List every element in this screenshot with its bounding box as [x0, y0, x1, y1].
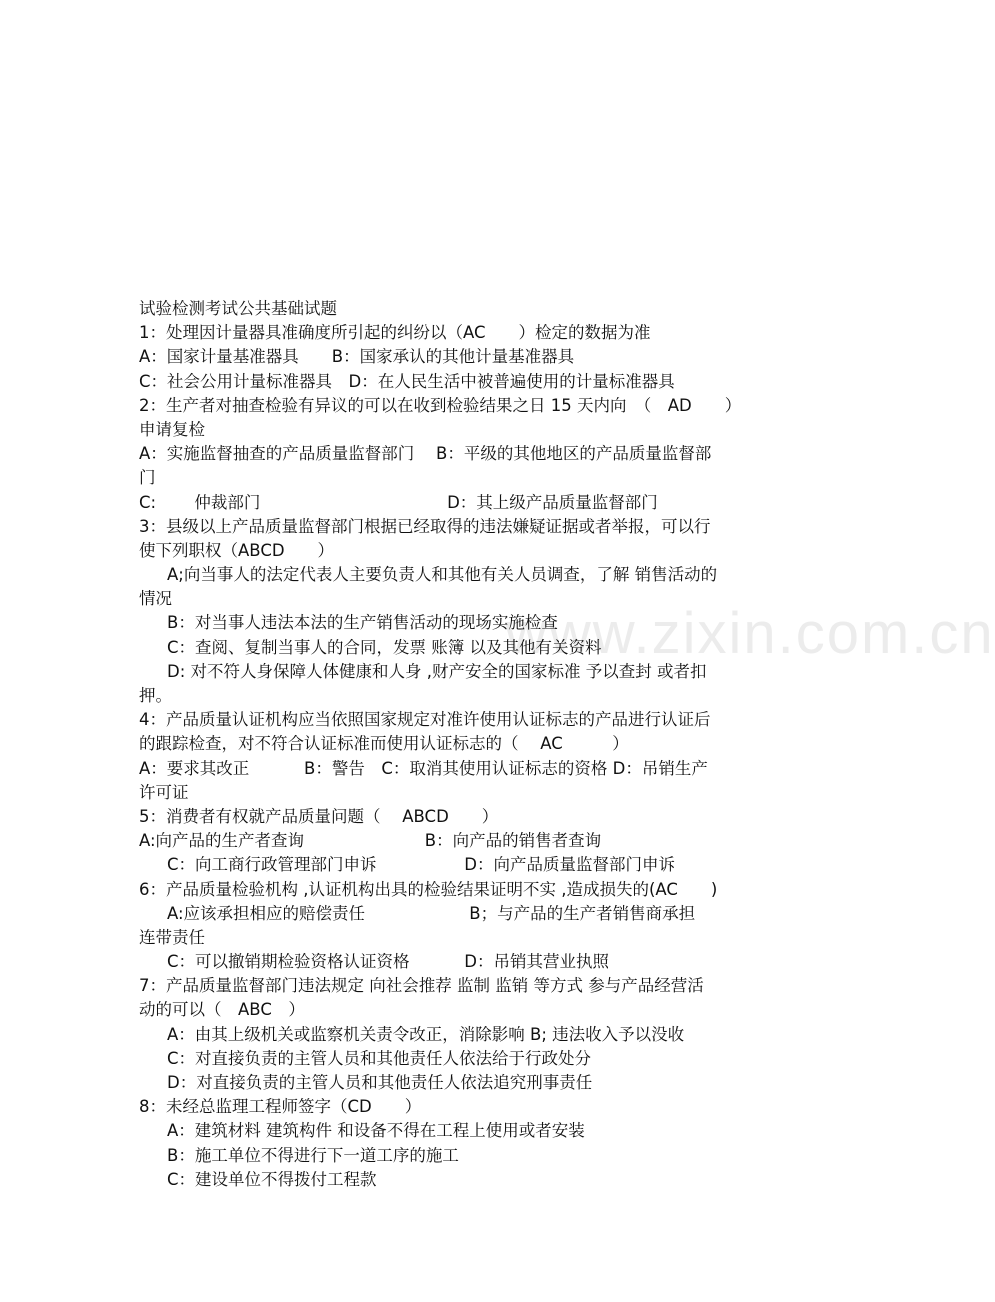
q6-options-ab-cont: 连带责任	[139, 927, 205, 947]
question-6: 6：产品质量检验机构 ,认证机构出具的检验结果证明不实 ,造成损失的(AC )	[139, 879, 718, 899]
question-3-cont: 使下列职权（ABCD ）	[139, 540, 335, 560]
q7-options-ab: A：由其上级机关或监察机关责令改正，消除影响 B; 违法收入予以没收	[167, 1024, 685, 1044]
question-2-cont: 申请复检	[139, 419, 205, 439]
question-7: 7：产品质量监督部门违法规定 向社会推荐 监制 监销 等方式 参与产品经营活	[139, 976, 704, 996]
q4-options-cont: 许可证	[139, 782, 189, 802]
q6-options-cd: C：可以撤销期检验资格认证资格 D：吊销其营业执照	[167, 952, 609, 972]
doc-title: 试验检测考试公共基础试题	[139, 299, 337, 318]
q5-options-ab: A:向产品的生产者查询 B：向产品的销售者查询	[139, 831, 602, 851]
q8-option-c: C：建设单位不得拨付工程款	[167, 1169, 377, 1189]
q6-options-ab: A:应该承担相应的赔偿责任 B；与产品的生产者销售商承担	[167, 903, 696, 923]
q8-option-b: B：施工单位不得进行下一道工序的施工	[167, 1145, 459, 1165]
question-1: 1：处理因计量器具准确度所引起的纠纷以（AC ）检定的数据为准	[139, 323, 651, 343]
question-7-cont: 动的可以（ ABC ）	[139, 1000, 305, 1020]
q5-options-cd: C：向工商行政管理部门申诉 D：向产品质量监督部门申诉	[167, 855, 675, 875]
q7-option-d: D：对直接负责的主管人员和其他责任人依法追究刑事责任	[167, 1073, 593, 1092]
q3-option-a-cont: 情况	[139, 589, 172, 609]
q3-option-a: A;向当事人的法定代表人主要负责人和其他有关人员调查，了解 销售活动的	[167, 565, 718, 585]
q2-options-cd: C: 仲裁部门 D：其上级产品质量监督部门	[139, 492, 658, 512]
question-4: 4：产品质量认证机构应当依照国家规定对准许使用认证标志的产品进行认证后	[139, 710, 711, 730]
q2-options-ab-cont: 门	[139, 468, 156, 488]
question-8: 8：未经总监理工程师签字（CD ）	[139, 1097, 422, 1117]
document-body	[139, 297, 789, 1192]
q8-option-a: A：建筑材料 建筑构件 和设备不得在工程上使用或者安装	[167, 1121, 585, 1141]
question-2: 2：生产者对抽查检验有异议的可以在收到检验结果之日 15 天内向 （ AD ）	[139, 395, 742, 415]
question-5: 5：消费者有权就产品质量问题（ ABCD ）	[139, 806, 499, 826]
q1-options-cd: C：社会公用计量标准器具 D：在人民生活中被普遍使用的计量标准器具	[139, 371, 675, 391]
q3-option-d-cont: 押。	[139, 686, 172, 705]
watermark: www.zixin.com.cn	[505, 601, 995, 666]
q4-options: A：要求其改正 B：警告 C：取消其使用认证标志的资格 D：吊销生产	[139, 758, 708, 778]
question-3: 3：县级以上产品质量监督部门根据已经取得的违法嫌疑证据或者举报，可以行	[139, 516, 711, 536]
q3-option-b: B：对当事人违法本法的生产销售活动的现场实施检查	[167, 613, 558, 633]
q3-option-d: D: 对不符人身保障人体健康和人身 ,财产安全的国家标准 予以查封 或者扣	[167, 661, 707, 681]
q7-option-c: C：对直接负责的主管人员和其他责任人依法给于行政处分	[167, 1048, 592, 1068]
q3-option-c: C：查阅、复制当事人的合同，发票 账簿 以及其他有关资料	[167, 637, 602, 657]
question-4-cont: 的跟踪检查，对不符合认证标准而使用认证标志的（ AC ）	[139, 734, 629, 754]
q2-options-ab: A：实施监督抽查的产品质量监督部门 B：平级的其他地区的产品质量监督部	[139, 444, 712, 464]
q1-options-ab: A：国家计量基准器具 B：国家承认的其他计量基准器具	[139, 347, 575, 367]
